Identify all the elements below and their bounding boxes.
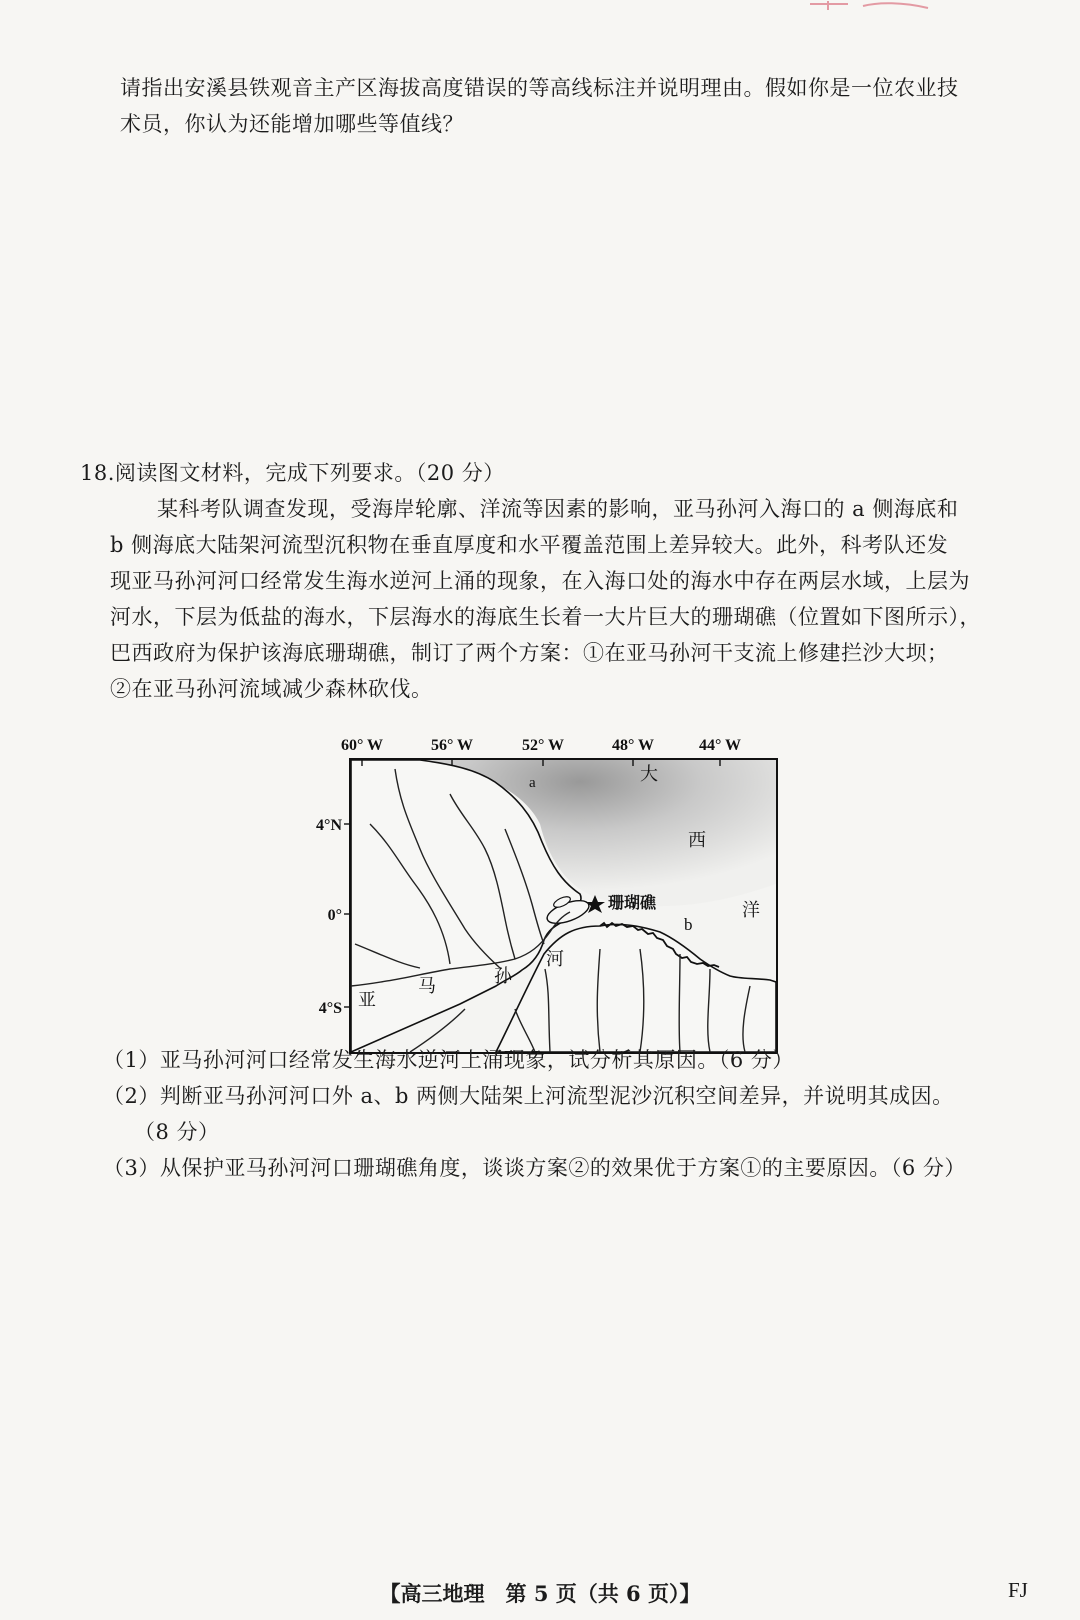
river-char-1: 亚 [358, 990, 376, 1011]
lat-label-4s: 4°S [318, 1000, 342, 1017]
stamp-mark [808, 0, 938, 12]
river-char-4: 河 [546, 949, 564, 970]
q18-para-line-1: 某科考队调查发现，受海岸轮廓、洋流等因素的影响，亚马孙河入海口的 a 侧海底和 [157, 497, 959, 521]
river-char-2: 马 [418, 976, 436, 997]
lat-label-0: 0° [327, 907, 342, 924]
q18-sub-1: （1）亚马孙河河口经常发生海水逆河上涌现象，试分析其原因。（6 分） [103, 1048, 794, 1072]
lat-label-4n: 4°N [316, 817, 342, 834]
intro-question-line-1: 请指出安溪县铁观音主产区海拔高度错误的等高线标注并说明理由。假如你是一位农业技 [120, 76, 959, 100]
ocean-char-2: 西 [688, 830, 706, 851]
page-footer: 【高三地理 第 5 页（共 6 页）】 [379, 1581, 701, 1606]
q18-para-line-2: b 侧海底大陆架河流型沉积物在垂直厚度和水平覆盖范围上差异较大。此外，科考队还发 [110, 533, 949, 557]
q18-sub-3: （3）从保护亚马孙河河口珊瑚礁角度，谈谈方案②的效果优于方案①的主要原因。（6 分） [103, 1156, 966, 1180]
q18-sub-2-points: （8 分） [134, 1120, 220, 1144]
q18-para-line-4: 河水，下层为低盐的海水，下层海水的海底生长着一大片巨大的珊瑚礁（位置如下图所示）， [110, 605, 981, 629]
q18-heading: 18.阅读图文材料，完成下列要求。（20 分） [80, 461, 505, 485]
q18-para-line-3: 现亚马孙河河口经常发生海水逆河上涌的现象，在入海口处的海水中存在两层水域，上层为 [110, 569, 970, 593]
amazon-estuary-map [300, 732, 820, 1072]
marker-b: b [684, 915, 693, 934]
river-char-3: 孙 [494, 966, 512, 987]
lon-label-56w: 56° W [430, 737, 474, 754]
footer-code: FJ [1008, 1578, 1028, 1602]
marker-a: a [529, 775, 536, 791]
ocean-char-3: 洋 [742, 900, 760, 921]
lon-label-60w: 60° W [340, 737, 384, 754]
lon-label-44w: 44° W [698, 737, 742, 754]
ocean-char-1: 大 [640, 764, 658, 785]
reef-label: 珊瑚礁 [608, 893, 657, 912]
q18-para-line-6: ②在亚马孙河流域减少森林砍伐。 [110, 677, 433, 701]
q18-sub-2: （2）判断亚马孙河河口外 a、b 两侧大陆架上河流型泥沙沉积空间差异，并说明其成因。 [103, 1084, 954, 1108]
q18-para-line-5: 巴西政府为保护该海底珊瑚礁，制订了两个方案：①在亚马孙河干支流上修建拦沙大坝； [110, 641, 949, 665]
intro-question-line-2: 术员，你认为还能增加哪些等值线？ [120, 112, 464, 136]
lon-label-52w: 52° W [521, 737, 565, 754]
lon-label-48w: 48° W [611, 737, 655, 754]
